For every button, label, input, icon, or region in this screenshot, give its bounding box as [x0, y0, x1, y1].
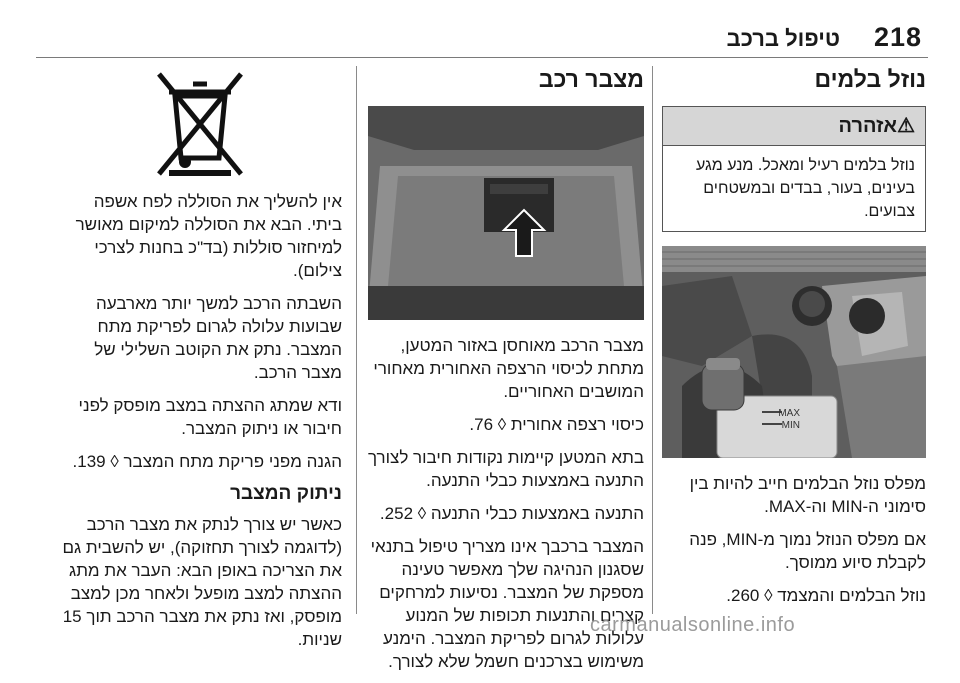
- floor-cover-reference: כיסוי רצפה אחורית ◊ 76.: [469, 415, 644, 434]
- jump-start-reference: התנעה באמצעות כבלי התנעה ◊ 252.: [379, 504, 644, 523]
- page-header: [0, 0, 960, 56]
- storage-discharge-text: השבתה הרכב למשך יותר מארבעה שבועות עלולה לגרום לפריקת מתח המצבר. נתק את הקוטב השלילי של מצבר הרכב.: [94, 294, 342, 382]
- page-number: 218: [873, 22, 922, 52]
- crossed-out-bin-icon: [145, 66, 255, 178]
- warning-heading: [663, 107, 925, 146]
- chapter-title: טיפול ברכב: [726, 26, 840, 51]
- column-divider-right: [652, 66, 653, 614]
- brake-fluid-title: נוזל בלמים: [814, 66, 926, 92]
- battery-disposal-column: [58, 66, 342, 661]
- ignition-off-text: ודא שמתג ההצתה במצב מופסק לפני חיבור או ניתוק המצבר.: [78, 396, 342, 438]
- battery-location-image: [368, 106, 644, 320]
- brake-fluid-reference: נוזל הבלמים והמצמד ◊ 260.: [726, 586, 926, 605]
- discharge-protection-reference: הגנה מפני פריקת מתח המצבר ◊ 139.: [72, 452, 342, 471]
- jump-points-text: בתא המטען קיימות נקודות חיבור לצורך התנעה באמצעות כבלי התנעה.: [367, 448, 644, 490]
- disposal-text: אין להשליך את הסוללה לפח אשפה ביתי. הבא את הסוללה למיקום מאושר למיחזור סוללות (בד"כ בחנות לצרכי צילום).: [75, 192, 342, 280]
- vehicle-battery-column: [368, 66, 644, 683]
- header-rule: [36, 57, 928, 58]
- warning-text: נוזל בלמים רעיל ומאכל. מנע מגע בעינים, בעור, בבדים ובמשטחים צבועים.: [696, 157, 915, 220]
- maintenance-free-text: המצבר ברכבך אינו מצריך טיפול בתנאי שסגנון הנהיגה שלך מאפשר טעינה מספקת של המצבר. נסיעות למרחקים קצרים והתנעות תכופות של המנוע עלולות לגרום לפריקת המצבר. הימנע משימוש בצרכנים חשמל שלא לצורך.: [370, 537, 644, 671]
- battery-location-text: מצבר הרכב מאוחסן באזור המטען, מתחת לכיסוי הרצפה האחורית מאחורי המושבים האחוריים.: [373, 336, 644, 401]
- max-marker-label: MAX: [778, 408, 800, 419]
- column-divider-left: [356, 66, 357, 614]
- warning-triangle-icon: ⚠: [897, 115, 915, 137]
- brake-fluid-reservoir-image: [662, 246, 926, 458]
- battery-disconnect-text: כאשר יש צורך לנתק את מצבר הרכב (לדוגמה לצורך תחזוקה), יש להשבית גם את הצריכה באופן הבא: העבר את מתג ההצתה למצב מופעל ולאחר מכן למצב מופסק, ואז נתק את מצבר הרכב תוך 15 שניות.: [62, 515, 342, 649]
- min-marker-label: MIN: [781, 420, 800, 431]
- battery-disconnect-subtitle: ניתוק המצבר: [230, 483, 342, 504]
- brake-fluid-column: [662, 66, 926, 617]
- watermark: carmanualsonline.info: [590, 614, 796, 636]
- vehicle-battery-title: מצבר רכב: [538, 66, 644, 92]
- brake-fluid-low-text: אם מפלס הנוזל נמוך מ-MIN, פנה לקבלת סיוע ממוסך.: [689, 530, 926, 572]
- warning-box: [662, 106, 926, 232]
- warning-heading-text: אזהרה: [838, 115, 898, 137]
- brake-fluid-level-text: מפלס נוזל הבלמים חייב להיות בין סימוני ה-MIN וה-MAX.: [689, 474, 926, 516]
